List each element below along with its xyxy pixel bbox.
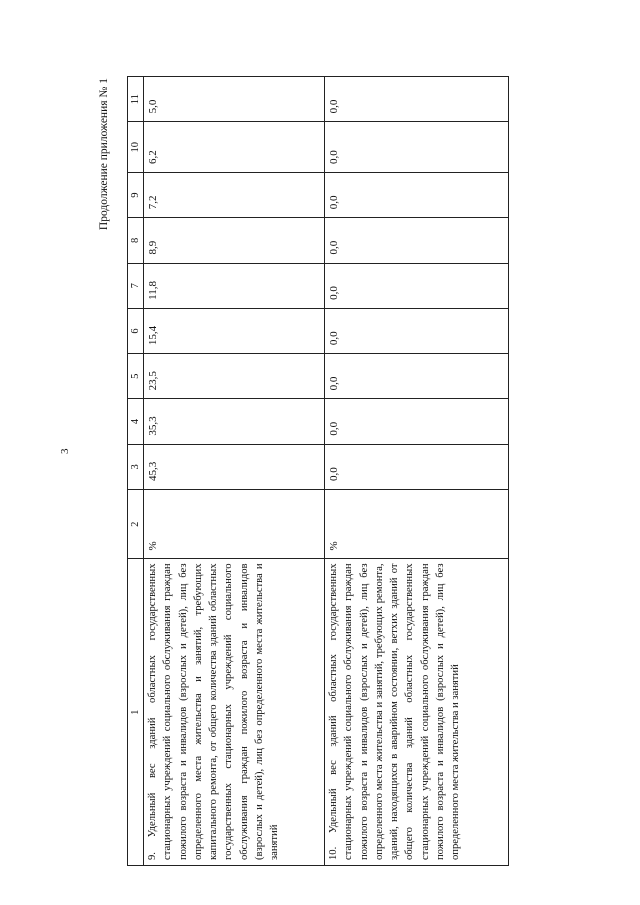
indicators-table [127,76,509,866]
header-cell: 1 [128,559,144,866]
header-cell: 4 [128,399,144,444]
header-cell: 2 [128,489,144,559]
table-row [325,77,509,866]
header-cell: 9 [128,172,144,217]
page-number: 3 [59,448,71,454]
value-cell: 23,5 [144,354,325,399]
value-cell: 6,2 [144,122,325,173]
value-cell: 0,0 [325,172,509,217]
value-cell: 0,0 [325,263,509,308]
header-cell: 3 [128,444,144,489]
indicator-description: 9. Удельный вес зданий областных государственных стационарных учреждений социального обслуживания граждан пожилого возраста и инвалидов (взрослых и детей), лиц без определенного места жительства и занятий, требующих капитального ремонта, от общего количества зданий областных государственных стационарных учреждений социального обслуживания граждан пожилого возраста и инвалидов (взрослых и детей), лиц без определенного места жительства и занятий [144,559,325,866]
value-cell: 5,0 [144,77,325,122]
header-cell: 10 [128,122,144,173]
value-cell: 0,0 [325,354,509,399]
unit-cell: % [144,489,325,559]
value-cell: 11,8 [144,263,325,308]
header-cell: 5 [128,354,144,399]
header-cell: 11 [128,77,144,122]
value-cell: 7,2 [144,172,325,217]
indicator-description: 10. Удельный вес зданий областных государственных стационарных учреждений социального обслуживания граждан пожилого возраста и инвалидов (взрослых и детей), лиц без определенного места жительства и занятий, требующих ремонта, зданий, находящихся в аварийном состоянии, ветхих зданий от общего количества зданий областных государственных стационарных учреждений социального обслуживания граждан пожилого возраста и инвалидов (взрослых и детей), лиц без определенного места жительства и занятий [325,559,509,866]
unit-cell: % [325,489,509,559]
header-cell: 6 [128,308,144,353]
value-cell: 0,0 [325,308,509,353]
rotated-table-container [98,76,502,866]
header-cell: 7 [128,263,144,308]
value-cell: 45,3 [144,444,325,489]
continuation-caption: Продолжение приложения № 1 [98,78,110,231]
value-cell: 0,0 [325,444,509,489]
header-cell: 8 [128,218,144,263]
value-cell: 0,0 [325,399,509,444]
value-cell: 0,0 [325,218,509,263]
value-cell: 15,4 [144,308,325,353]
header-row [128,77,144,866]
value-cell: 35,3 [144,399,325,444]
value-cell: 8,9 [144,218,325,263]
value-cell: 0,0 [325,122,509,173]
table-row [144,77,325,866]
value-cell: 0,0 [325,77,509,122]
